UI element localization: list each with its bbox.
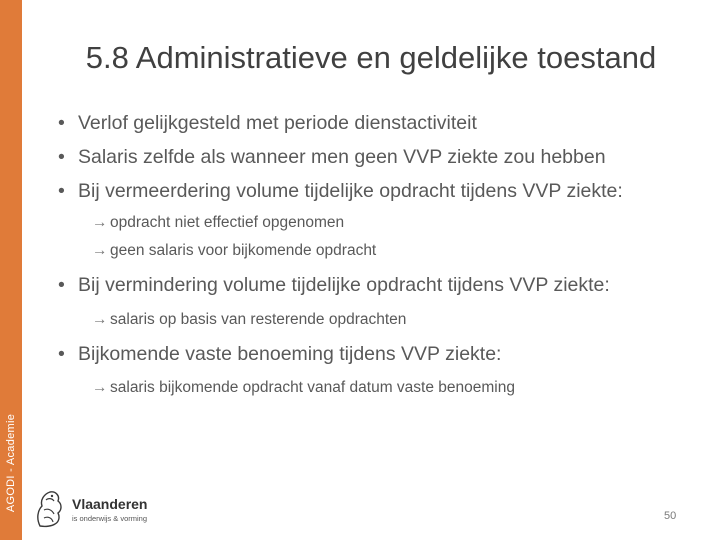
- sub-point-text: geen salaris voor bijkomende opdracht: [110, 242, 377, 259]
- page-number: 50: [664, 510, 677, 522]
- logo-name: Vlaanderen: [72, 496, 148, 512]
- bullet-text: Verlof gelijkgesteld met periode dienstactiviteit: [78, 112, 477, 134]
- bullet-item: [58, 274, 610, 297]
- sub-point: [92, 214, 344, 232]
- slide-title: [0, 40, 720, 76]
- sub-point: [92, 242, 376, 260]
- sub-point: [92, 379, 515, 397]
- bullet-dot: •: [58, 180, 65, 202]
- bullet-text: Bij vermindering volume tijdelijke opdracht tijdens VVP ziekte:: [78, 274, 610, 296]
- bullet-dot: •: [58, 112, 65, 134]
- sidebar-label: AGODI - Academie: [5, 413, 17, 513]
- bullet-text: Salaris zelfde als wanneer men geen VVP ziekte zou hebben: [78, 146, 606, 168]
- sub-point-text: opdracht niet effectief opgenomen: [110, 214, 345, 231]
- side-bar: [0, 0, 22, 540]
- arrow-icon: →: [92, 214, 108, 231]
- arrow-icon: →: [92, 311, 108, 328]
- sub-point-text: salaris op basis van resterende opdrachten: [110, 311, 407, 328]
- flemish-lion-icon: [32, 486, 66, 530]
- arrow-icon: →: [92, 242, 108, 259]
- sub-point: [92, 311, 406, 329]
- bullet-dot: •: [58, 146, 65, 168]
- arrow-icon: →: [92, 379, 108, 396]
- bullet-dot: •: [58, 343, 65, 365]
- title-text: Administratieve en geldelijke toestand: [135, 40, 657, 75]
- bullet-item: [58, 343, 501, 366]
- bullet-dot: •: [58, 274, 65, 296]
- bullet-text: Bijkomende vaste benoeming tijdens VVP ziekte:: [78, 343, 502, 365]
- bullet-item: [58, 112, 477, 135]
- bullet-item: [58, 180, 623, 203]
- vlaanderen-logo: [32, 486, 182, 532]
- title-number: 5.8: [85, 40, 129, 75]
- bullet-item: [58, 146, 606, 169]
- bullet-text: Bij vermeerdering volume tijdelijke opdracht tijdens VVP ziekte:: [78, 180, 623, 202]
- logo-tagline: is onderwijs & vorming: [72, 514, 148, 523]
- sub-point-text: salaris bijkomende opdracht vanaf datum vaste benoeming: [110, 379, 515, 396]
